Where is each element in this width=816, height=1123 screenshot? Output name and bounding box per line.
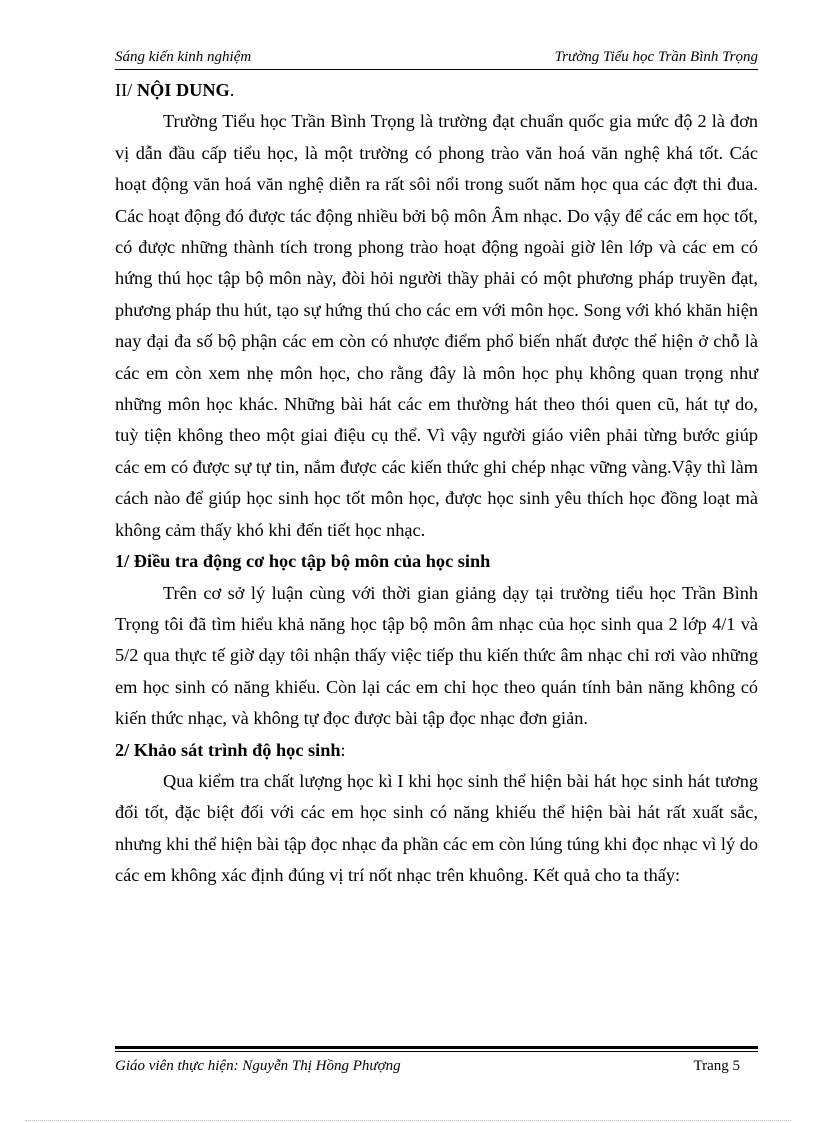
header-document-type: Sáng kiến kinh nghiệm	[115, 49, 252, 65]
section-title: NỘI DUNG	[136, 80, 230, 100]
footer-divider-thick	[115, 1046, 758, 1049]
survey-paragraph: Trên cơ sở lý luận cùng với thời gian giảng dạy tại trường tiểu học Trần Bình Trọng tôi đã tìm hiểu khả năng học tập bộ môn âm nhạc của học sinh qua 2 lớp 4/1 và 5/2 qua thực tế giờ dạy tôi nhận thấy việc tiếp thu kiến thức âm nhạc chỉ rơi vào những em học sinh có năng khiếu. Còn lại các em chỉ học theo quán tính bản năng không có kiến thức nhạc, và không tự đọc được bài tập đọc nhạc đơn giản.	[115, 582, 758, 729]
footer-teacher: Giáo viên thực hiện: Nguyễn Thị Hồng Phượng	[115, 1058, 401, 1074]
document-body	[115, 75, 758, 892]
assessment-paragraph: Qua kiểm tra chất lượng học kì I khi học sinh thể hiện bài hát học sinh hát tương đối tốt, đặc biệt đối với các em học sinh có năng khiếu thể hiện bài hát rất xuất sắc, nhưng khi thể hiện bài tập đọc nhạc đa phần các em còn lúng túng khi đọc nhạc vì lý do các em không xác định đúng vị trí nốt nhạc trên khuông. Kết quả cho ta thấy:	[115, 770, 758, 886]
footer-page-number: Trang 5	[693, 1058, 740, 1074]
section-heading	[115, 75, 758, 106]
section-title-period: .	[229, 80, 235, 100]
page-header	[115, 49, 758, 69]
intro-paragraph: Trường Tiểu học Trần Bình Trọng là trường đạt chuẩn quốc gia mức độ 2 là đơn vị dẫn đầu cấp tiểu học, là một trường có phong trào văn hoá văn nghệ khá tốt. Các hoạt động văn hoá văn nghệ diễn ra rất sôi nổi trong suốt năm học qua các đợt thi đua. Các hoạt động đó được tác động nhiều bởi bộ môn Âm nhạc. Do vậy để các em học tốt, có được những thành tích trong phong trào hoạt động ngoài giờ lên lớp và các em có hứng thú học tập bộ môn này, đòi hỏi người thầy phải có một phương pháp truyền đạt, phương pháp thu hút, tạo sự hứng thú cho các em với môn học. Song với khó khăn hiện nay đại đa số bộ phận các em còn có nhược điểm phổ biến nhất được thể hiện ở chỗ là các em còn xem nhẹ môn học, cho rằng đây là môn học phụ không quan trọng như những môn học khác. Những bài hát các em thường hát theo thói quen cũ, hát tự do, tuỳ tiện không theo một giai điệu cụ thể. Vì vậy người giáo viên phải từng bước giúp các em có được sự tự tin, nắm được các kiến thức ghi chép nhạc vững vàng.Vậy thì làm cách nào để giúp học sinh học tốt môn học, được học sinh yêu thích học đồng loạt mà không cảm thấy khó khi đến tiết học nhạc.	[115, 111, 758, 540]
section-number: II/	[115, 80, 133, 100]
subheading-survey-motivation: 1/ Điều tra động cơ học tập bộ môn của học sinh	[115, 551, 491, 572]
subheading-level-assessment-text: 2/ Khảo sát trình độ học sinh	[115, 739, 341, 760]
footer-divider-thin	[115, 1051, 758, 1052]
subheading-level-assessment	[115, 735, 758, 766]
page-footer	[115, 1058, 758, 1080]
header-school-name: Trường Tiểu học Trần Bình Trọng	[554, 49, 758, 65]
subheading-colon: :	[340, 739, 346, 760]
page-bottom-edge	[25, 1120, 791, 1121]
header-divider	[115, 69, 758, 70]
